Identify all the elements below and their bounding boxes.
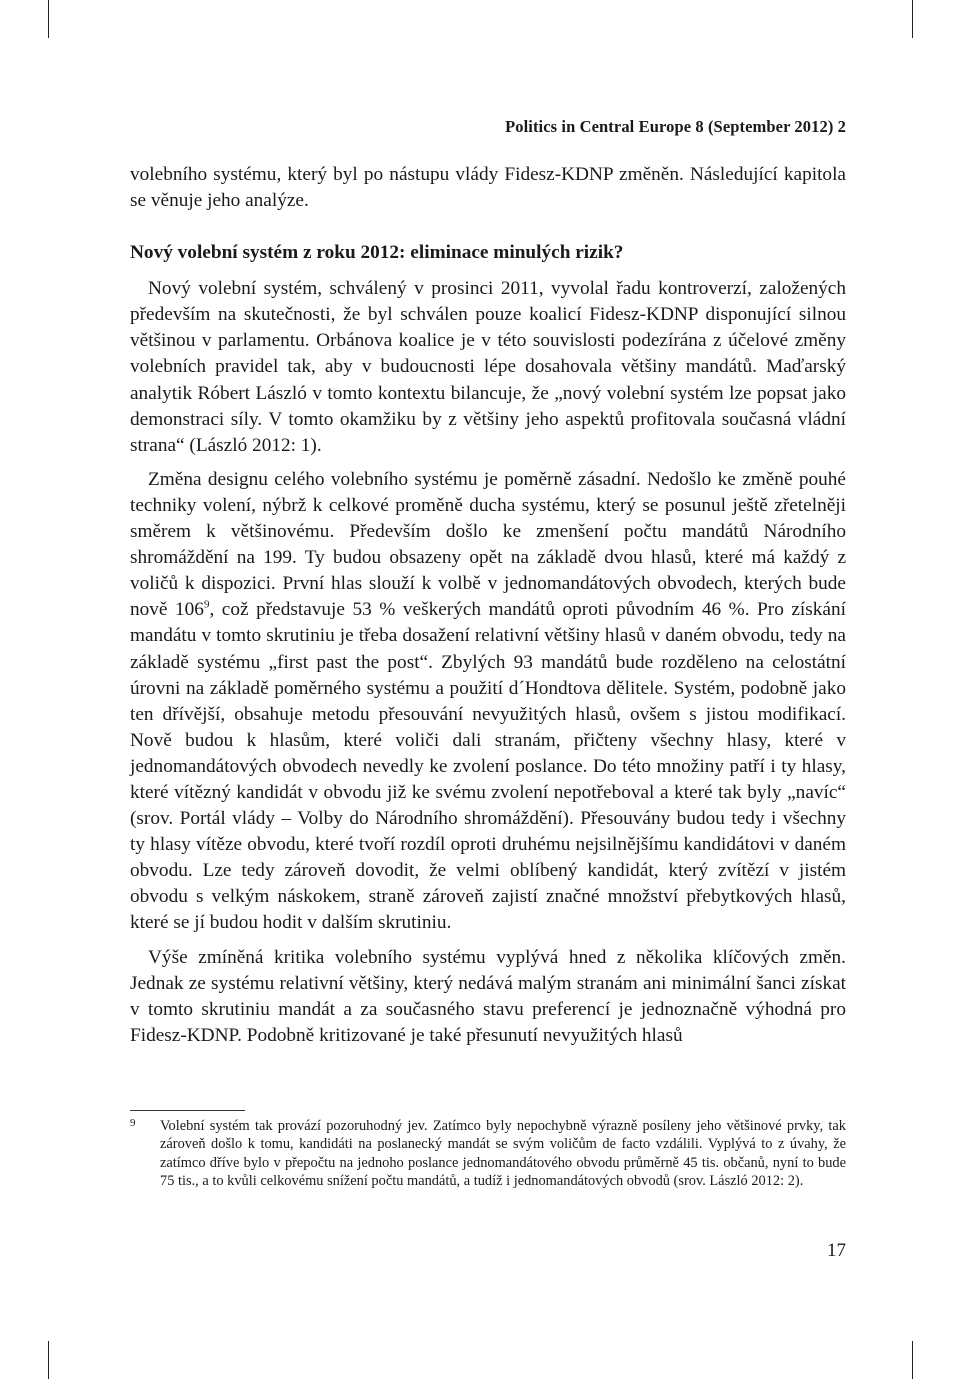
paragraph-2-part-1: Změna designu celého volebního systému je poměrně zásadní. Nedošlo ke změně pouhé techniky volení, nýbrž k celkové proměně ducha systému, který se posunul ještě zřetelněji směrem k většinovému. Především došlo ke zmenšení počtu mandátů Národního shromáždění na 199. Ty budou obsazeny opět na základě dvou hlasů, které má každý z voličů k dispozici. První hlas slouží k volbě v jednomandátových obvodech, kterých bude nově 106	[130, 468, 846, 621]
paragraph-3: Výše zmíněná kritika volebního systému vyplývá hned z několika klíčových změn. Jednak ze systému relativní většiny, který nedává malým stranám ani minimální šanci získat v tomto skrutiniu mandát a za současného stavu preferencí je jednoznačně výhodná pro Fidesz-KDNP. Podobně kritizované je také přesunutí nevyužitých hlasů	[130, 946, 846, 1046]
running-head: Politics in Central Europe 8 (September 2012) 2	[505, 117, 846, 136]
page-number: 17	[827, 1240, 846, 1261]
paragraph-2-part-2: , což představuje 53 % veškerých mandátů oproti původním 46 %. Pro získání mandátu v tomto skrutiniu je třeba dosažení relativní většiny hlasů v daném obvodu, tedy na základě systému „first past the post“. Zbylých 93 mandátů bude rozděleno na celostátní úrovni na základě poměrného systému a použití d´Hondtova dělitele. Systém, podobně jako ten dřívější, obsahuje metodu přesouvání nevyužitých hlasů, ovšem s jistou modifikací. Nově budou k hlasům, které voliči dali stranám, přičteny všechny hlasy, které v jednomandátových obvodech nevedly ke zvolení poslance. Do této množiny patří i ty hlasy, které vítězný kandidát v obvodu již ke svému zvolení nepotřeboval a které tak byly „navíc“ (srov. Portál vlády – Volby do Národního shromáždění). Přesouvány budou tedy i všechny ty hlasy vítěze obvodu, které tvoří rozdíl oproti druhému nejsilnějšímu kandidátovi v daném obvodu. Lze tedy zároveň dovodit, že velmi oblíbený kandidát, který zvítězí v jistém obvodu s velkým náskokem, straně zároveň zajistí značné množství přebytkových hlasů, které se jí budou hodit v dalším skrutiniu.	[130, 599, 846, 934]
crop-mark-bottom-right	[912, 1341, 913, 1379]
crop-mark-top-left	[48, 0, 49, 38]
footnote-number: 9	[130, 1117, 136, 1129]
paragraph-2	[130, 467, 846, 937]
paragraph-1: Nový volební systém, schválený v prosinci 2011, vyvolal řadu kontroverzí, založených především na skutečnosti, že byl schválen pouze koalicí Fidesz-KDNP disponující silnou většinou v parlamentu. Orbánova koalice je v této souvislosti podezírána z účelové změny volebních pravidel tak, aby v budoucnosti lépe dosahovala většiny mandátů. Maďarský analytik Róbert László v tomto kontextu bilancuje, že „nový volební systém lze popsat jako demonstraci síly. V tomto okamžiku by z většiny jeho aspektů profitovala současná vládní strana“ (László 2012: 1).	[130, 278, 846, 456]
crop-mark-bottom-left	[48, 1341, 49, 1379]
footnote-reference[interactable]: 9	[203, 598, 210, 611]
crop-mark-top-right	[912, 0, 913, 38]
footnote	[130, 1117, 846, 1191]
footnote-divider	[130, 1110, 245, 1111]
footnote-text: Volební systém tak provází pozoruhodný jev. Zatímco byly nepochybně výrazně posíleny jeho většinové prvky, tak zároveň došlo k tomu, kandidáti na poslanecký mandát se svým voličům de facto vzdálili. Vyplývá to z úvahy, že zatímco dříve bylo v přepočtu na jednoho poslance jednomandátového obvodu průměrně 45 tis. občanů, nyní to bude 75 tis., a to kvůli celkovému snížení počtu mandátů, a tudíž i jednomandátových obvodů (srov. László 2012: 2).	[160, 1118, 846, 1190]
intro-paragraph: volebního systému, který byl po nástupu vlády Fidesz-KDNP změněn. Následující kapitola se věnuje jeho analýze.	[130, 164, 846, 212]
section-heading: Nový volební systém z roku 2012: eliminace minulých rizik?	[130, 242, 624, 264]
main-text	[130, 162, 846, 1049]
